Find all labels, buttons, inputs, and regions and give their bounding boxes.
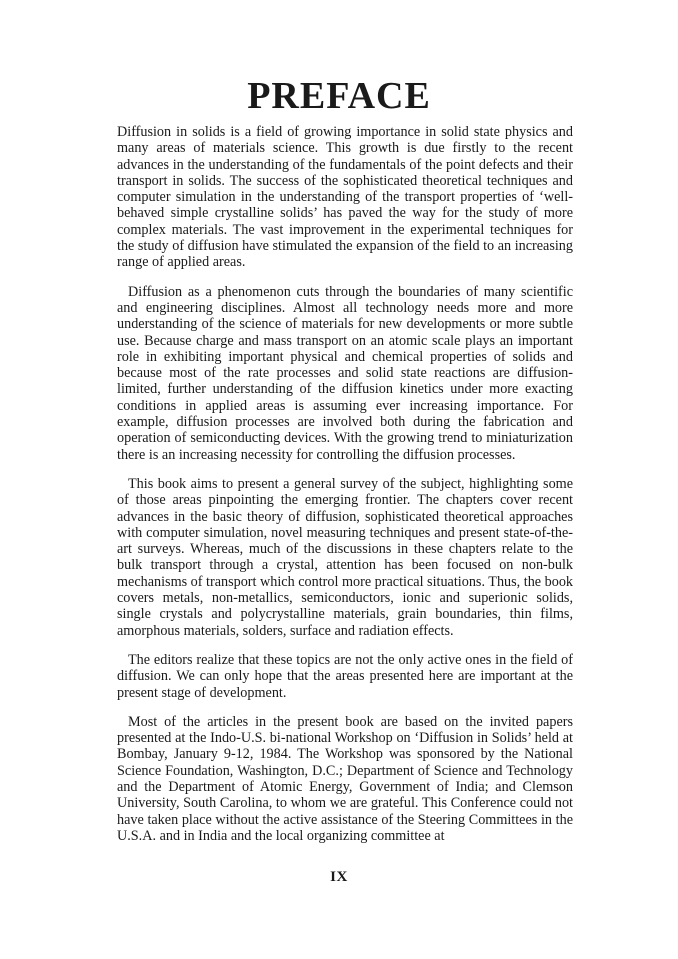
- paragraph-2: Diffusion as a phenomenon cuts through the boundaries of many scientific and engineering disciplines. Almost all technology needs more and more understanding of the science of materials for new developments or more subtle use. Because charge and mass transport on an atomic scale plays an important role in exhibiting important physical and chemical properties of solids and because most of the rate processes and solid state reactions are diffusion-limited, further understanding of the diffusion kinetics under more exacting conditions in applied areas is assuming ever increasing importance. For example, diffusion processes are involved both during the fabrication and operation of semiconducting devices. With the growing trend to miniaturization there is an increasing necessity for controlling the diffusion processes.: [117, 283, 573, 463]
- paragraph-3: This book aims to present a general survey of the subject, highlighting some of those areas pinpointing the emerging frontier. The chapters cover recent advances in the basic theory of diffusion, sophisticated theoretical approaches with computer simulation, novel measuring techniques and present state-of-the-art surveys. Whereas, much of the discussions in these chapters relate to the bulk transport through a crystal, attention has been focused on non-bulk mechanisms of transport which control more practical situations. Thus, the book covers metals, non-metallics, semiconductors, ionic and superionic solids, single crystals and polycrystalline materials, grain boundaries, thin films, amorphous materials, solders, surface and radiation effects.: [117, 475, 574, 639]
- preface-body: [117, 124, 573, 857]
- paragraph-4: The editors realize that these topics are not the only active ones in the field of diffusion. We can only hope that the areas presented here are important at the present stage of development.: [117, 651, 573, 701]
- page-number: IX: [330, 869, 348, 885]
- page-title: PREFACE: [247, 75, 431, 117]
- paragraph-5: Most of the articles in the present book are based on the invited papers presented at the Indo-U.S. bi-national Workshop on ‘Diffusion in Solids’ held at Bombay, January 9-12, 1984. The Workshop was sponsored by the National Science Foundation, Washington, D.C.; Department of Science and Technology and the Department of Atomic Energy, Government of India; and Clemson University, South Carolina, to whom we are grateful. This Conference could not have taken place without the active assistance of the Steering Committees in the U.S.A. and in India and the local organizing committee at: [117, 713, 573, 844]
- paragraph-1: Diffusion in solids is a field of growing importance in solid state physics and many areas of materials science. This growth is due firstly to the recent advances in the understanding of the fundamentals of the point defects and their transport in solids. The success of the sophisticated theoretical techniques and computer simulation in the understanding of the transport properties of ‘well-behaved simple crystalline solids’ has paved the way for the study of more complex materials. The vast improvement in the experimental techniques for the study of diffusion have stimulated the expansion of the field to an increasing range of applied areas.: [117, 124, 573, 271]
